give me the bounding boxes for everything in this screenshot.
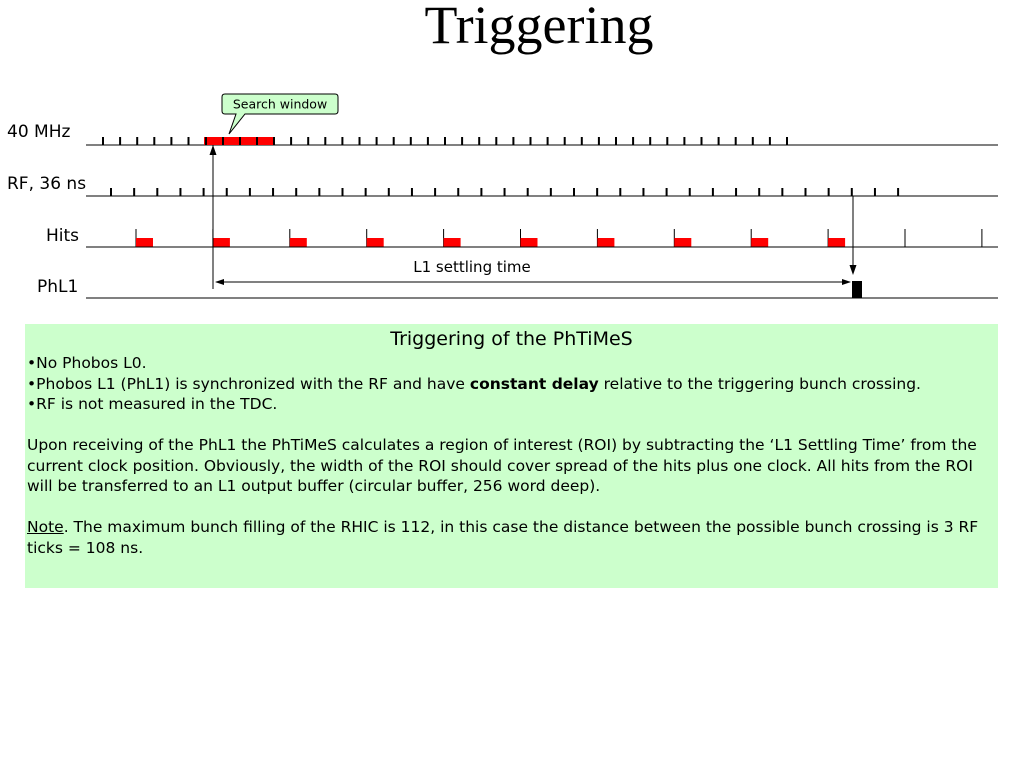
bullet-phl1-tail: relative to the triggering bunch crossing.: [598, 374, 921, 393]
track-label-40mhz: 40 MHz: [7, 122, 71, 142]
settling-time-label: L1 settling time: [413, 258, 531, 276]
hit-block: [444, 238, 461, 247]
roi-paragraph: Upon receiving of the PhL1 the PhTiMeS calculates a region of interest (ROI) by subtracting the ‘L1 Settling Time’ from the current clock position. Obviously, the width of the ROI should cover spread of the hits plus one clock. All hits from the ROI will be transferred to an L1 output buffer (circular buffer, 256 word deep).: [27, 436, 977, 495]
search-window-label: Search window: [232, 96, 328, 112]
hit-block: [213, 238, 230, 247]
bullet-phl1-text: •Phobos L1 (PhL1) is synchronized with the RF and have: [27, 374, 470, 393]
phl1-trigger-arrowhead: [850, 265, 857, 275]
hit-block: [367, 238, 384, 247]
track-label-hits: Hits: [46, 226, 80, 246]
bullet-no-l0: •No Phobos L0.: [27, 354, 147, 372]
timing-diagram: [0, 0, 1024, 320]
track-label-rf: RF, 36 ns: [7, 174, 87, 194]
hit-block: [597, 238, 614, 247]
hit-block: [136, 238, 153, 247]
hit-block: [751, 238, 768, 247]
phl1-pulse: [852, 281, 862, 298]
settling-arrowhead-right: [842, 279, 851, 285]
hit-block: [828, 238, 845, 247]
bullet-phl1-sync: [27, 374, 996, 395]
roi-start-arrowhead: [210, 145, 217, 155]
hit-block: [521, 238, 538, 247]
settling-arrowhead-left: [215, 279, 224, 285]
rf-ticks: [111, 188, 898, 196]
constant-delay-emphasis: constant delay: [469, 374, 599, 393]
note-text: . The maximum bunch filling of the RHIC is 112, in this case the distance between the possible bunch crossing is 3 RF ticks = 108 ns.: [27, 518, 979, 557]
search-window-bar: [204, 137, 273, 145]
note-label: Note: [27, 518, 64, 536]
slide-title: Triggering: [424, 0, 654, 55]
description-box: [25, 324, 998, 588]
description-heading: Triggering of the PhTiMeS: [390, 328, 633, 350]
hit-block: [674, 238, 691, 247]
bullet-rf-not-measured: •RF is not measured in the TDC.: [27, 395, 278, 413]
hit-block: [290, 238, 307, 247]
note-paragraph: [27, 517, 996, 558]
hit-markers: [136, 229, 982, 247]
track-label-phl1: PhL1: [37, 277, 79, 297]
